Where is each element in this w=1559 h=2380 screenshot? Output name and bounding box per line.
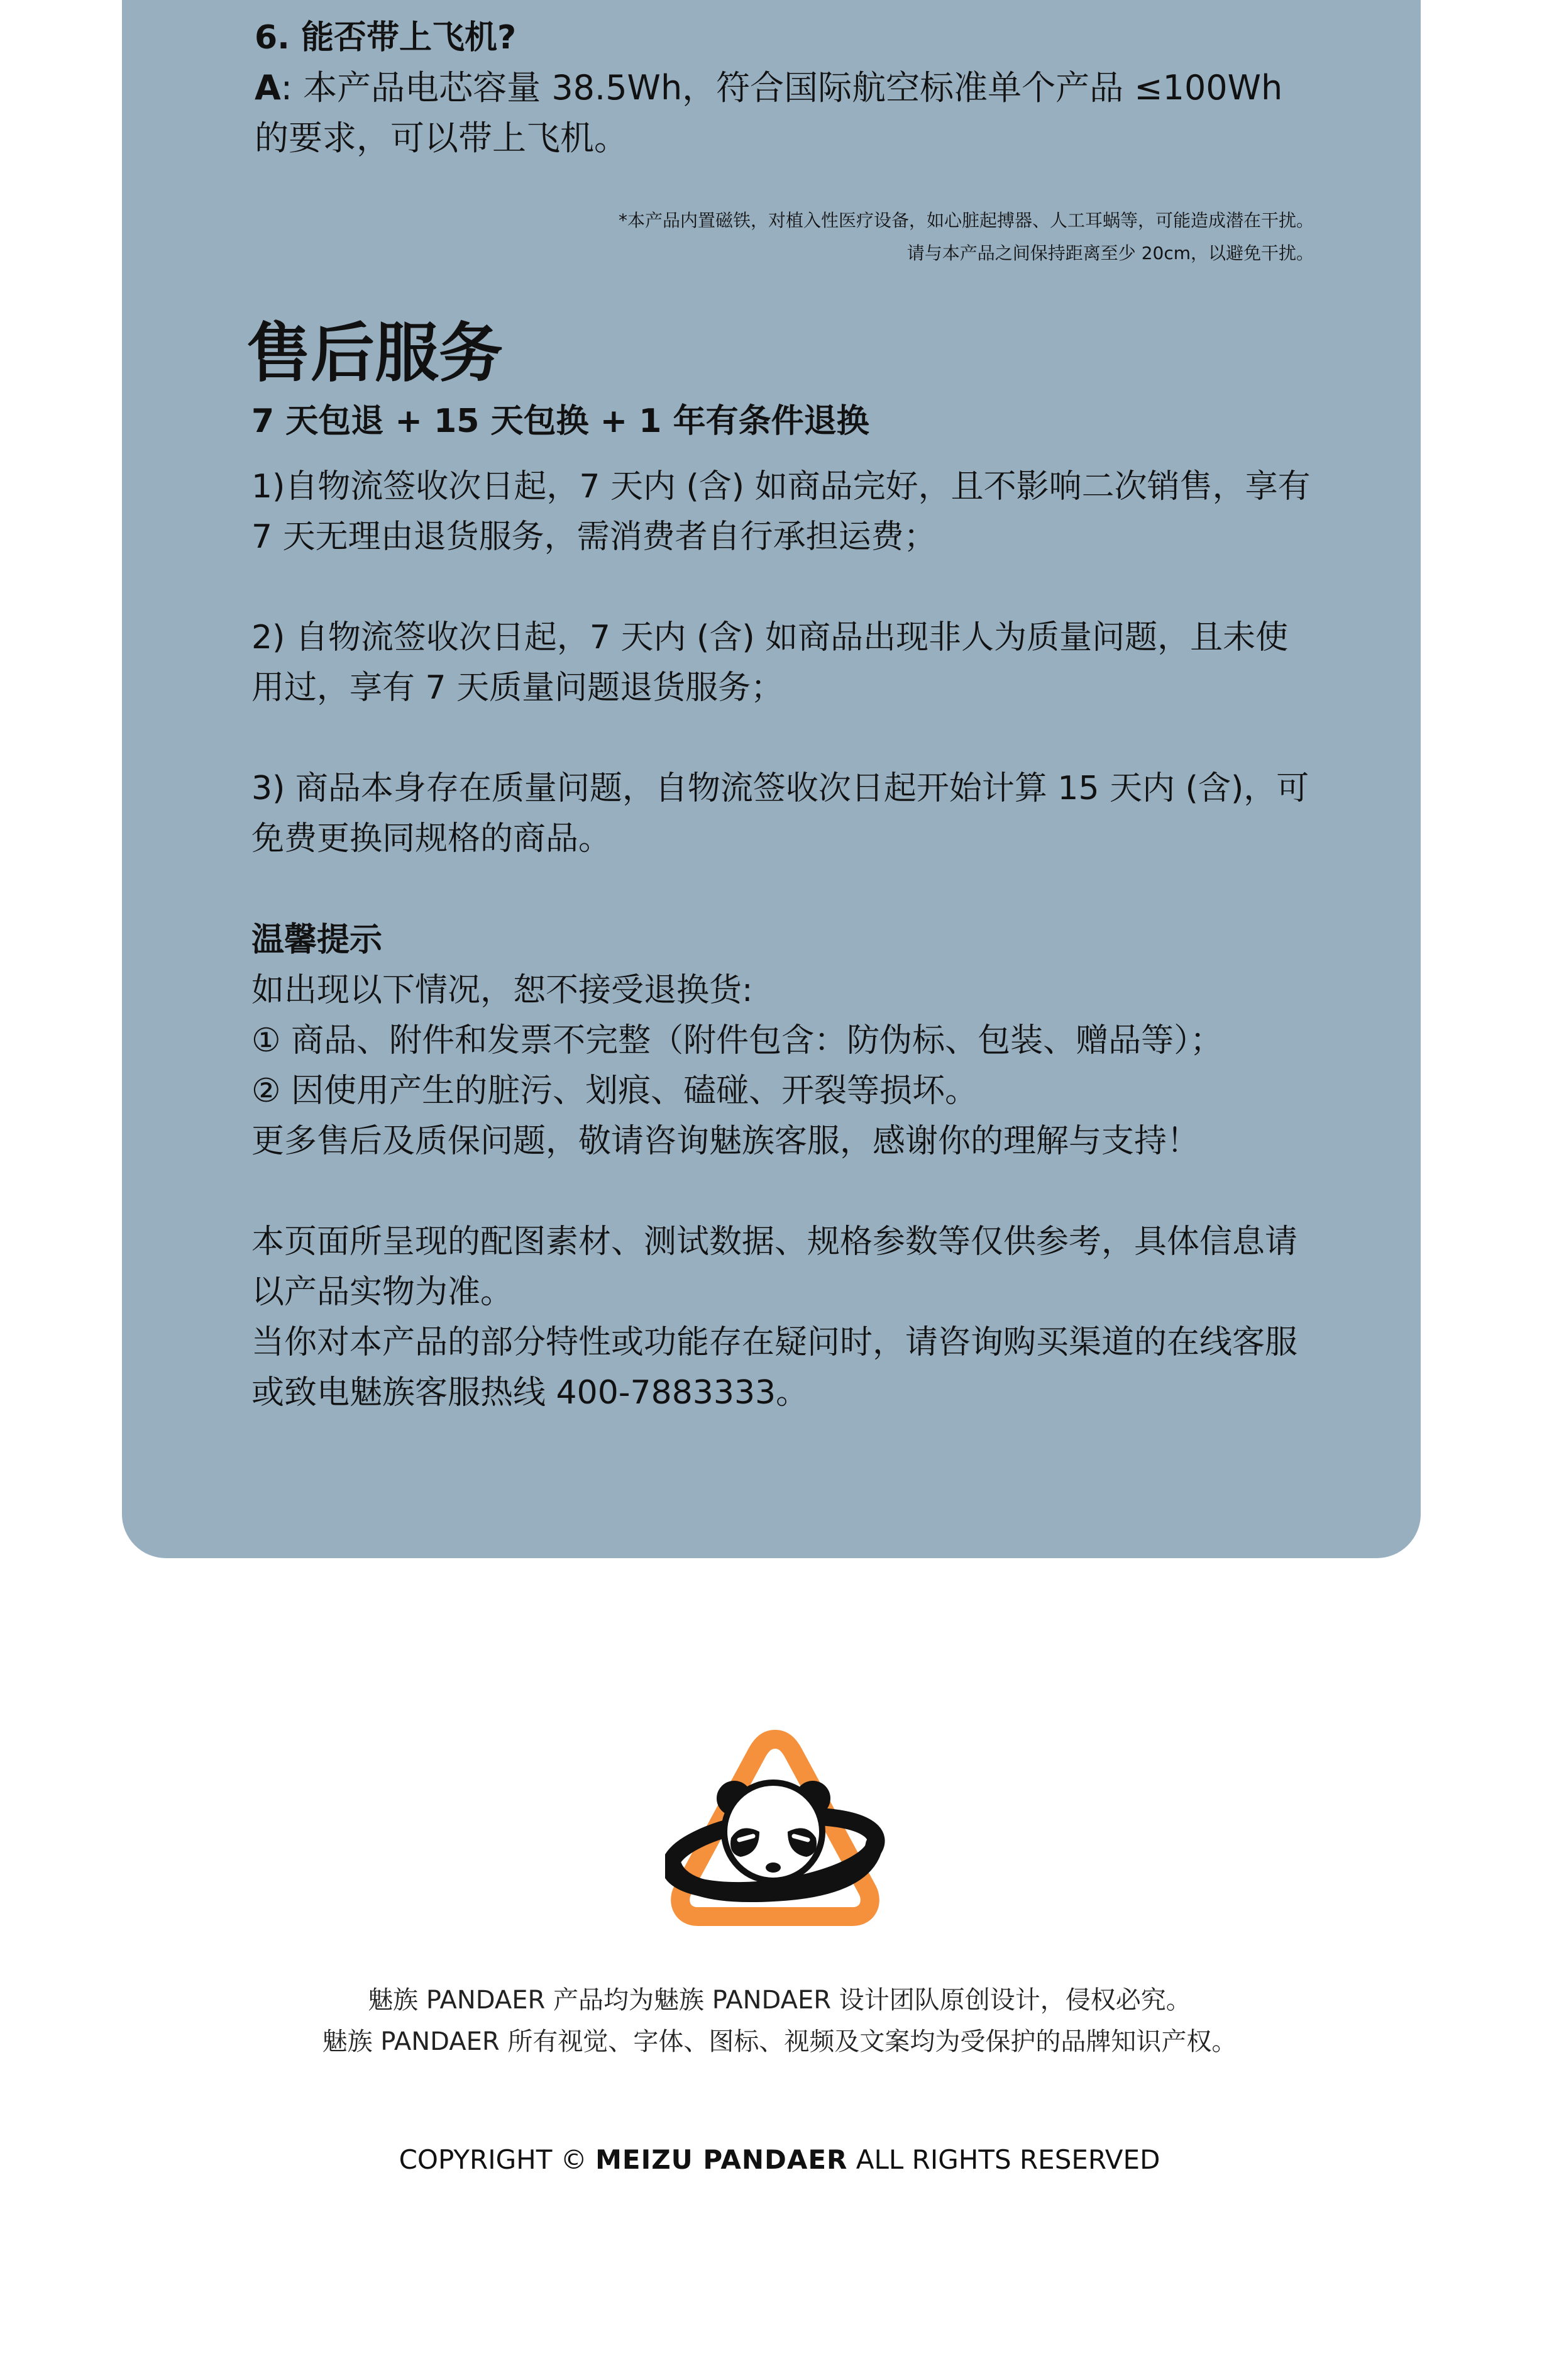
tips-line: ② 因使用产生的脏污、划痕、磕碰、开裂等损坏。 xyxy=(251,1072,978,1110)
tips-title: 温馨提示 xyxy=(251,921,383,959)
policy-item-3: 3) 商品本身存在质量问题，自物流签收次日起开始计算 15 天内 (含)，可免费更换同规格的商品。 xyxy=(251,770,1309,858)
tips-line: 如出现以下情况，恕不接受退换货: xyxy=(251,971,753,1009)
magnet-note-line1: *本产品内置磁铁，对植入性医疗设备，如心脏起搏器、人工耳蜗等，可能造成潜在干扰。 xyxy=(618,210,1314,231)
tips-body xyxy=(251,965,1320,1166)
faq-question-title: 6. 能否带上飞机? xyxy=(255,19,517,57)
disclaimer-text: 本页面所呈现的配图素材、测试数据、规格参数等仅供参考，具体信息请以产品实物为准。 xyxy=(251,1223,1298,1311)
pandaer-logo-icon xyxy=(665,1728,885,1929)
magnet-note-line2: 请与本产品之间保持距离至少 20cm，以避免干扰。 xyxy=(906,243,1314,263)
footer-ip-line2: 魅族 PANDAER 所有视觉、字体、图标、视频及文案均为受保护的品牌知识产权。 xyxy=(322,2027,1237,2056)
copyright-brand: MEIZU PANDAER xyxy=(595,2144,848,2175)
policy-item-2: 2) 自物流签收次日起，7 天内 (含) 如商品出现非人为质量问题，且未使用过，享有 7 天质量问题退货服务； xyxy=(251,619,1289,707)
answer-text: : 本产品电芯容量 38.5Wh，符合国际航空标准单个产品 ≤100Wh 的要求，可以带上飞机。 xyxy=(255,68,1283,158)
copyright-prefix: COPYRIGHT © xyxy=(399,2144,587,2175)
footer-ip-line1: 魅族 PANDAER 产品均为魅族 PANDAER 设计团队原创设计，侵权必究。 xyxy=(368,1986,1191,2015)
tips-line: 更多售后及质保问题，敬请咨询魅族客服，感谢你的理解与支持！ xyxy=(251,1122,1200,1160)
policy-headline: 7 天包退 + 15 天包换 + 1 年有条件退换 xyxy=(251,402,869,440)
policy-item-1: 1)自物流签收次日起，7 天内 (含) 如商品完好，且不影响二次销售，享有 7 天无理由退货服务，需消费者自行承担运费； xyxy=(251,468,1311,556)
copyright-suffix: ALL RIGHTS RESERVED xyxy=(856,2144,1160,2175)
answer-label: A xyxy=(255,68,281,108)
disclaimer-text: 当你对本产品的部分特性或功能存在疑问时，请咨询购买渠道的在线客服或致电魅族客服热线 400-7883333。 xyxy=(251,1324,1298,1412)
disclaimer xyxy=(251,1217,1320,1418)
copyright xyxy=(0,2138,1559,2182)
faq-answer xyxy=(255,63,1323,163)
tips-line: ① 商品、附件和发票不完整（附件包含：防伪标、包装、赠品等）； xyxy=(251,1022,1223,1060)
after-sales-title: 售后服务 xyxy=(246,316,503,391)
